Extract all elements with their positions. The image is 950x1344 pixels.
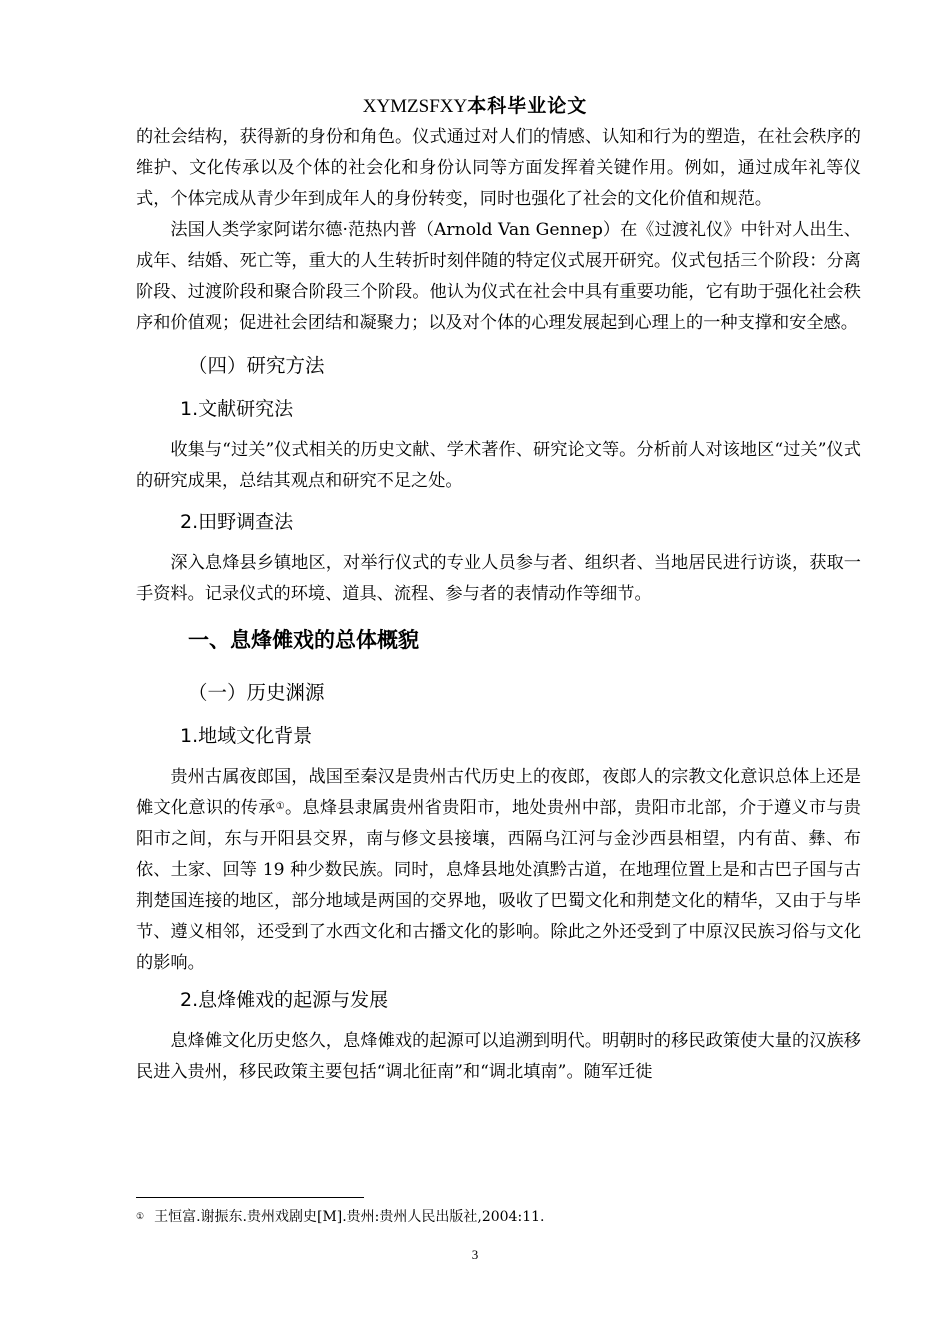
paragraph: 息烽傩文化历史悠久，息烽傩戏的起源可以追溯到明代。明朝时的移民政策使大量的汉族移民进入贵州，移民政策主要包括“调北征南”和“调北填南”。随军迁徙 bbox=[136, 1031, 861, 1082]
footnote bbox=[136, 1207, 544, 1227]
subsection-heading: 1.文献研究法 bbox=[180, 398, 294, 420]
header-title: 本科毕业论文 bbox=[467, 95, 588, 117]
header-latin: XYMZSFXY bbox=[362, 96, 468, 117]
section-heading: （一）历史渊源 bbox=[188, 681, 325, 704]
subsection-heading: 2.田野调查法 bbox=[180, 511, 294, 533]
footnote-text: 王恒富.谢振东.贵州戏剧史[M].贵州:贵州人民出版社,2004:11. bbox=[154, 1209, 545, 1225]
footnote-mark: ① bbox=[136, 1212, 145, 1222]
subsection-heading: 2.息烽傩戏的起源与发展 bbox=[180, 989, 389, 1011]
paragraph-part: 。息烽县隶属贵州省贵阳市，地处贵州中部，贵阳市北部，介于遵义市与贵阳市之间，东与开阳县交界，南与修文县接壤，西隔乌江河与金沙西县相望，内有苗、彝、布依、土家、回等 19 种少数民族。同时，息烽县地处滇黔古道，在地理位置上是和古巴子国与古荆楚国连接的地区，部分地域是两国的交界地，吸收了巴蜀文化和荆楚文化的精华，又由于与毕节、遵义相邻，还受到了水西文化和古播文化的影响。除此之外还受到了中原汉民族习俗与文化的影响。 bbox=[136, 798, 861, 973]
footnote-ref[interactable]: ① bbox=[275, 801, 285, 812]
page-header bbox=[0, 92, 950, 121]
chapter-heading: 一、息烽傩戏的总体概貌 bbox=[188, 628, 419, 652]
paragraph: 深入息烽县乡镇地区，对举行仪式的专业人员参与者、组织者、当地居民进行访谈，获取一手资料。记录仪式的环境、道具、流程、参与者的表情动作等细节。 bbox=[136, 553, 861, 604]
footnote-separator bbox=[136, 1197, 364, 1198]
paragraph: 法国人类学家阿诺尔德·范热内普（Arnold Van Gennep）在《过渡礼仪》中针对人出生、成年、结婚、死亡等，重大的人生转折时刻伴随的特定仪式展开研究。仪式包括三个阶段：分离阶段、过渡阶段和聚合阶段三个阶段。他认为仪式在社会中具有重要功能，它有助于强化社会秩序和价值观；促进社会团结和凝聚力；以及对个体的心理发展起到心理上的一种支撑和安全感。 bbox=[136, 220, 861, 333]
paragraph: 收集与“过关”仪式相关的历史文献、学术著作、研究论文等。分析前人对该地区“过关”仪式的研究成果，总结其观点和研究不足之处。 bbox=[136, 440, 861, 491]
paragraph-part: 贵州古属夜郎国，战国至秦汉是贵州古代历史上的夜郎，夜郎人的宗教文化意识总体上还是傩文化意识的传承 bbox=[136, 767, 861, 818]
section-heading: （四）研究方法 bbox=[188, 354, 325, 377]
paragraph bbox=[136, 762, 861, 979]
page-number: 3 bbox=[471, 1247, 479, 1262]
body-text bbox=[136, 122, 861, 1088]
paragraph: 的社会结构，获得新的身份和角色。仪式通过对人们的情感、认知和行为的塑造，在社会秩序的维护、文化传承以及个体的社会化和身份认同等方面发挥着关键作用。例如，通过成年礼等仪式，个体完成从青少年到成年人的身份转变，同时也强化了社会的文化价值和规范。 bbox=[136, 127, 861, 209]
subsection-heading: 1.地域文化背景 bbox=[180, 725, 313, 747]
